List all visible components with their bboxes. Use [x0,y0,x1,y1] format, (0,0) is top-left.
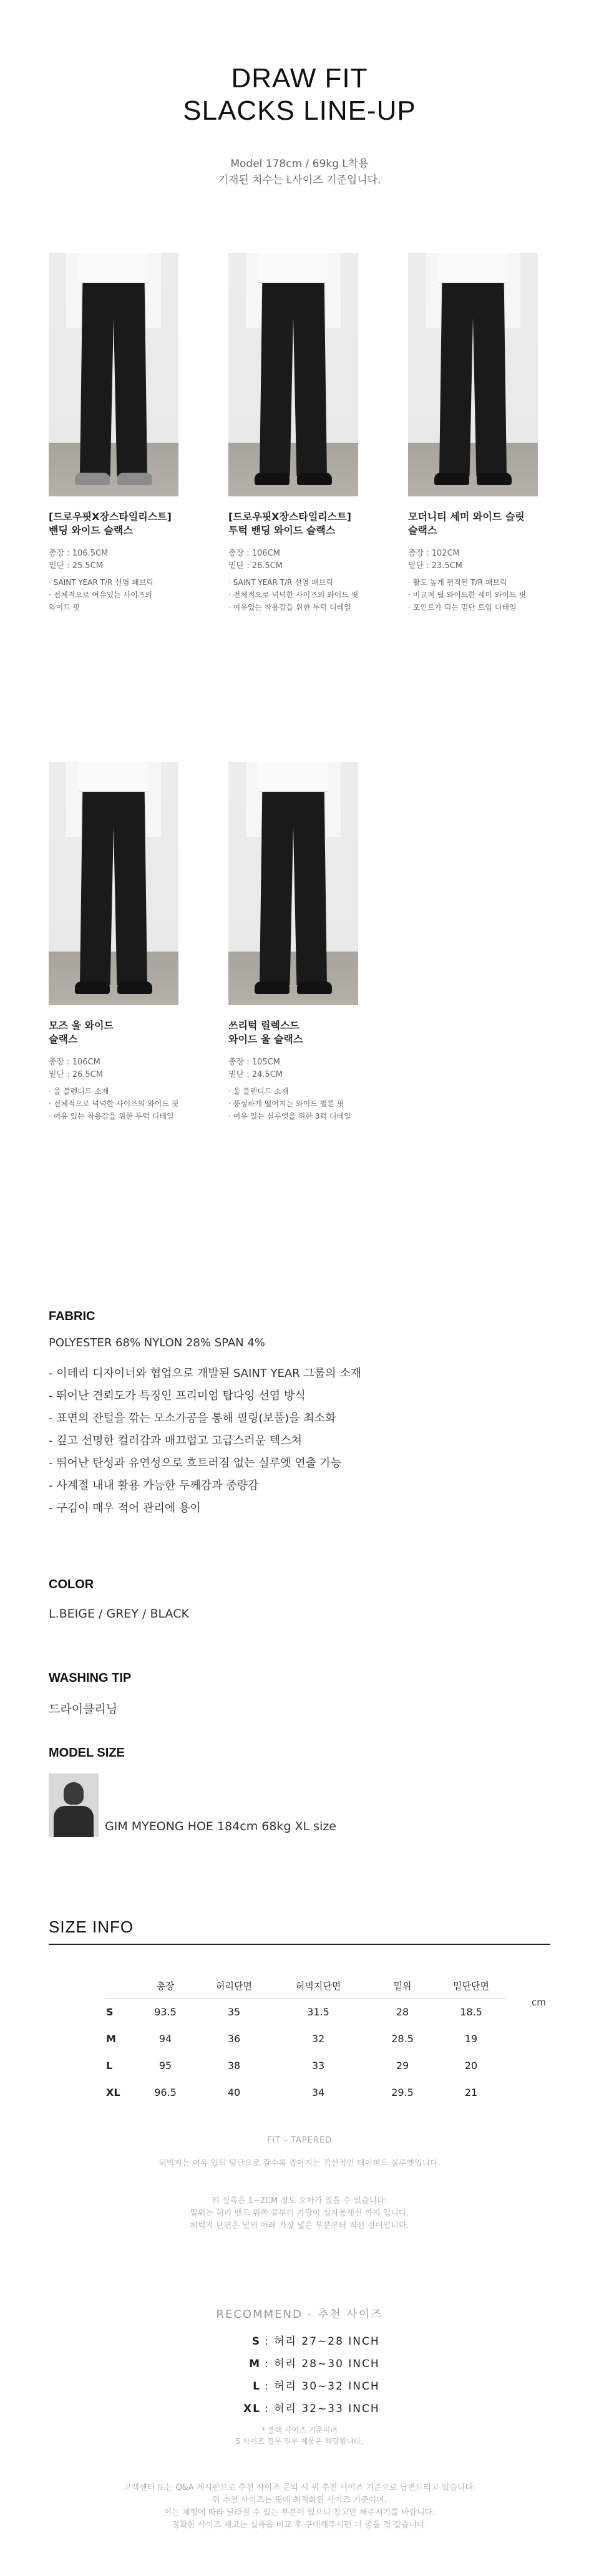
table-cell: 19 [464,2033,478,2045]
product-feature: · 전체적으로 넉넉한 사이즈의 와이드 핏 [228,591,359,599]
product-name-line-2: 슬랙스 [408,524,437,536]
recommend-note [0,2424,599,2447]
product-feature: · 전체적으로 넉넉한 사이즈의 와이드 핏 [49,1099,179,1108]
product-hem: 밑단 : 24.5CM [228,1070,283,1079]
product-length: 총장 : 106CM [228,549,280,558]
shoe-right [297,982,332,994]
shoe-left [75,982,110,994]
recommend-size: XL [243,2403,261,2415]
recommend-text: : 허리 27~28 INCH [265,2335,380,2348]
fabric-features [49,1363,361,1520]
shoe-right [117,982,152,994]
footer-notice [0,2482,599,2532]
recommend-size: M [249,2358,261,2370]
recommend-size: S [251,2335,261,2348]
fabric-feature: - 사계절 내내 활용 가능한 두께감과 중량감 [49,1479,259,1492]
product-name[interactable] [49,1019,198,1046]
size-table-header [106,1974,505,1999]
size-unit: cm [532,1997,546,2008]
table-cell: 28.5 [391,2033,414,2045]
fit-label: FIT - TAPERED [266,2136,333,2145]
recommend-note-line: * 블랙 사이즈 기준이며 [261,2426,338,2434]
shoe-left [75,473,110,485]
product-length: 총장 : 105CM [228,1058,280,1067]
fabric-feature: - 표면의 잔털을 깎는 모소가공을 통해 필링(보풀)을 최소화 [49,1412,336,1425]
shoe-right [477,473,512,485]
table-cell: 33 [311,2060,325,2072]
product-photo[interactable] [408,253,538,496]
product-feature: · 비교적 덜 와이드한 세미 와이드 핏 [408,591,526,599]
size-info-divider [49,1944,550,1945]
size-label: M [106,2033,116,2045]
product-spec [49,548,198,572]
product-features [228,1085,378,1122]
footer-line: 위 추천 사이즈는 핏에 최적화된 사이즈 기준이며, [212,2496,387,2505]
product-spec [228,1056,378,1081]
size-label: L [106,2060,113,2072]
table-cell: 32 [311,2033,325,2045]
recommend-size: L [253,2380,261,2393]
product-features [228,576,378,614]
product-photo[interactable] [228,762,358,1005]
product-hem: 밑단 : 26.5CM [228,561,283,571]
product-photo[interactable] [49,762,178,1005]
product-length: 총장 : 102CM [408,549,460,558]
size-col-header: 총장 [131,1974,200,1999]
product-feature: · 여유 있는 실루엣을 위한 3턱 디테일 [228,1112,351,1121]
product-features [49,576,198,614]
recommend-text: : 허리 28~30 INCH [265,2358,380,2370]
table-row [106,2025,505,2052]
table-cell: 20 [464,2060,478,2072]
table-cell: 29 [396,2060,409,2072]
product-features [408,576,558,614]
fit-note: 위 실측은 1~2CM 정도 오차가 있을 수 있습니다. [212,2196,387,2206]
product-name[interactable] [408,510,558,538]
fabric-composition: POLYESTER 68% NYLON 28% SPAN 4% [49,1336,265,1349]
table-cell: 31.5 [307,2006,329,2019]
product-name-line-1: 모즈 울 와이드 [49,1020,114,1031]
table-cell: 95 [158,2060,172,2072]
product-features [49,1085,198,1122]
table-cell: 93.5 [154,2006,177,2019]
page-title-line-2: SLACKS LINE-UP [183,95,416,126]
fit-note: 허벅지 단면은 밑위 아래 가장 넓은 부분부터 직선 길이입니다. [190,2221,409,2231]
product-name[interactable] [228,1019,378,1046]
recommend-item [236,2353,380,2375]
product-spec [228,548,378,572]
product-name-line-1: [드로우핏X장스타일리스트] [49,511,172,523]
model-photo [49,1773,99,1837]
product-hem: 밑단 : 25.5CM [49,561,103,571]
product-name-line-1: [드로우핏X장스타일리스트] [228,511,351,523]
product-photo[interactable] [228,253,358,496]
product-name-line-2: 투턱 밴딩 와이드 슬랙스 [228,524,336,536]
page-title-line-1: DRAW FIT [231,63,368,94]
fabric-feature: - 뛰어난 견뢰도가 특징인 프리미엄 탑다잉 선염 방식 [49,1389,306,1402]
product-length: 총장 : 106CM [49,1058,100,1067]
footer-line: 정확한 사이즈 재고는 실측을 비교 후 구매해주시면 더 좋을 것 같습니다. [172,2521,427,2530]
fit-note: 밑위는 허리 밴드 위쪽 끝부터 가랑이 십자봉제선 까지 입니다. [190,2209,409,2218]
recommend-note-line: S 사이즈 경우 일부 제품은 해당됩니다. [235,2437,364,2446]
size-col-header: 허리단면 [200,1974,268,1999]
recommend-list [236,2330,380,2420]
model-info-line-1: Model 178cm / 69kg L착용 [230,158,369,170]
size-col-header: 밑단단면 [437,1974,505,1999]
product-name[interactable] [49,510,198,538]
shoe-left [255,982,290,994]
product-feature: · 활도 높게 편직된 T/R 패브릭 [408,578,507,587]
product-hem: 밑단 : 23.5CM [408,561,462,571]
fabric-feature: - 구김이 매우 적어 관리에 용이 [49,1502,201,1515]
fabric-feature: - 뛰어난 탄성과 유연성으로 흐트러짐 없는 실루엣 연출 가능 [49,1457,342,1470]
product-feature: · SAINT YEAR T/R 선염 패브릭 [49,578,153,587]
fabric-feature: - 이테리 디자이너와 협업으로 개발된 SAINT YEAR 그룹의 소재 [49,1367,362,1380]
table-cell: 96.5 [154,2086,177,2098]
product-name-line-2: 밴딩 와이드 슬랙스 [49,524,133,536]
model-size-value: GIM MYEONG HOE 184cm 68kg XL size [105,1820,337,1833]
table-cell: 38 [227,2060,241,2072]
product-photo[interactable] [49,253,178,496]
product-feature: · 여유 있는 착용감을 위한 투턱 디테일 [49,1112,174,1121]
shoe-right [297,473,332,485]
footer-line: 고객센터 또는 Q&A 게시판으로 추천 사이즈 문의 시 위 추천 사이즈 기준으로 답변드리고 있습니다. [123,2483,476,2492]
fabric-feature: - 깊고 선명한 컬러감과 매끄럽고 고급스러운 텍스쳐 [49,1434,302,1447]
fit-description: 허벅지는 여유 있되 밑단으로 갈수록 좁아지는 적선적인 테이퍼드 실루엣입니다. [158,2159,441,2168]
size-table [106,1974,505,2106]
product-name-line-2: 와이드 울 슬랙스 [228,1033,303,1045]
footer-line: 이는 체형에 따라 달라질 수 있는 부분이 있으니 참고만 해주시기를 바랍니다. [163,2508,436,2517]
table-cell: 21 [464,2086,478,2098]
recommend-title: RECOMMEND - 추천 사이즈 [216,2308,383,2321]
recommend-item [236,2398,380,2420]
shoe-left [434,473,469,485]
table-cell: 40 [227,2086,241,2098]
size-col-header: 허벅지단면 [268,1974,368,1999]
size-col-header: 밑위 [368,1974,437,1999]
product-feature: · 전체적으로 여유있는 사이즈의 [49,591,152,599]
table-row [106,1999,505,2025]
model-info-line-2: 기재된 치수는 L사이즈 기준입니다. [218,174,381,186]
product-length: 총장 : 106.5CM [49,549,109,558]
recommend-text: : 허리 30~32 INCH [265,2380,380,2393]
product-spec [49,1056,198,1081]
model-size-label: MODEL SIZE [49,1746,125,1760]
product-feature: · 포인트가 되는 밑단 트임 디테일 [408,603,517,612]
shoe-right [117,473,152,485]
table-row [106,2052,505,2079]
product-name-line-2: 슬랙스 [49,1033,78,1045]
table-cell: 35 [227,2006,241,2019]
table-cell: 29.5 [391,2086,414,2098]
washing-value: 드라이클리닝 [49,1702,118,1716]
table-cell: 28 [396,2006,409,2019]
washing-label: WASHING TIP [49,1671,132,1685]
table-cell: 18.5 [460,2006,482,2019]
product-feature: · 울 블렌디드 소재 [228,1087,289,1096]
table-cell: 34 [311,2086,325,2098]
product-feature: · 풍성하게 떨어지는 와이드 벌룬 핏 [228,1099,344,1108]
model-info [0,156,599,188]
recommend-text: : 허리 32~33 INCH [265,2403,380,2415]
product-spec [408,548,558,572]
fit-notes [0,2195,599,2232]
shoe-left [255,473,290,485]
product-hem: 밑단 : 26.5CM [49,1070,103,1079]
product-feature: 와이드 핏 [49,603,80,612]
product-feature: · SAINT YEAR T/R 선염 패브릭 [228,578,333,587]
product-feature: · 여유있는 착용감을 위한 투턱 디테일 [228,603,351,612]
size-info-title: SIZE INFO [49,1918,134,1936]
product-name-line-1: 모더니티 세미 와이드 슬릿 [408,511,525,523]
color-label: COLOR [49,1578,94,1591]
color-value: L.BEIGE / GREY / BLACK [49,1607,189,1621]
table-cell: 36 [227,2033,241,2045]
product-feature: · 울 블렌디드 소재 [49,1087,109,1096]
product-name-line-1: 쓰리턱 릴렉스드 [228,1020,300,1031]
table-cell: 94 [158,2033,172,2045]
page-title [0,62,599,127]
table-row [106,2079,505,2106]
size-label: XL [106,2086,120,2098]
recommend-item [236,2330,380,2353]
size-label: S [106,2006,114,2019]
product-name[interactable] [228,510,378,538]
recommend-item [236,2375,380,2398]
fabric-label: FABRIC [49,1310,95,1323]
